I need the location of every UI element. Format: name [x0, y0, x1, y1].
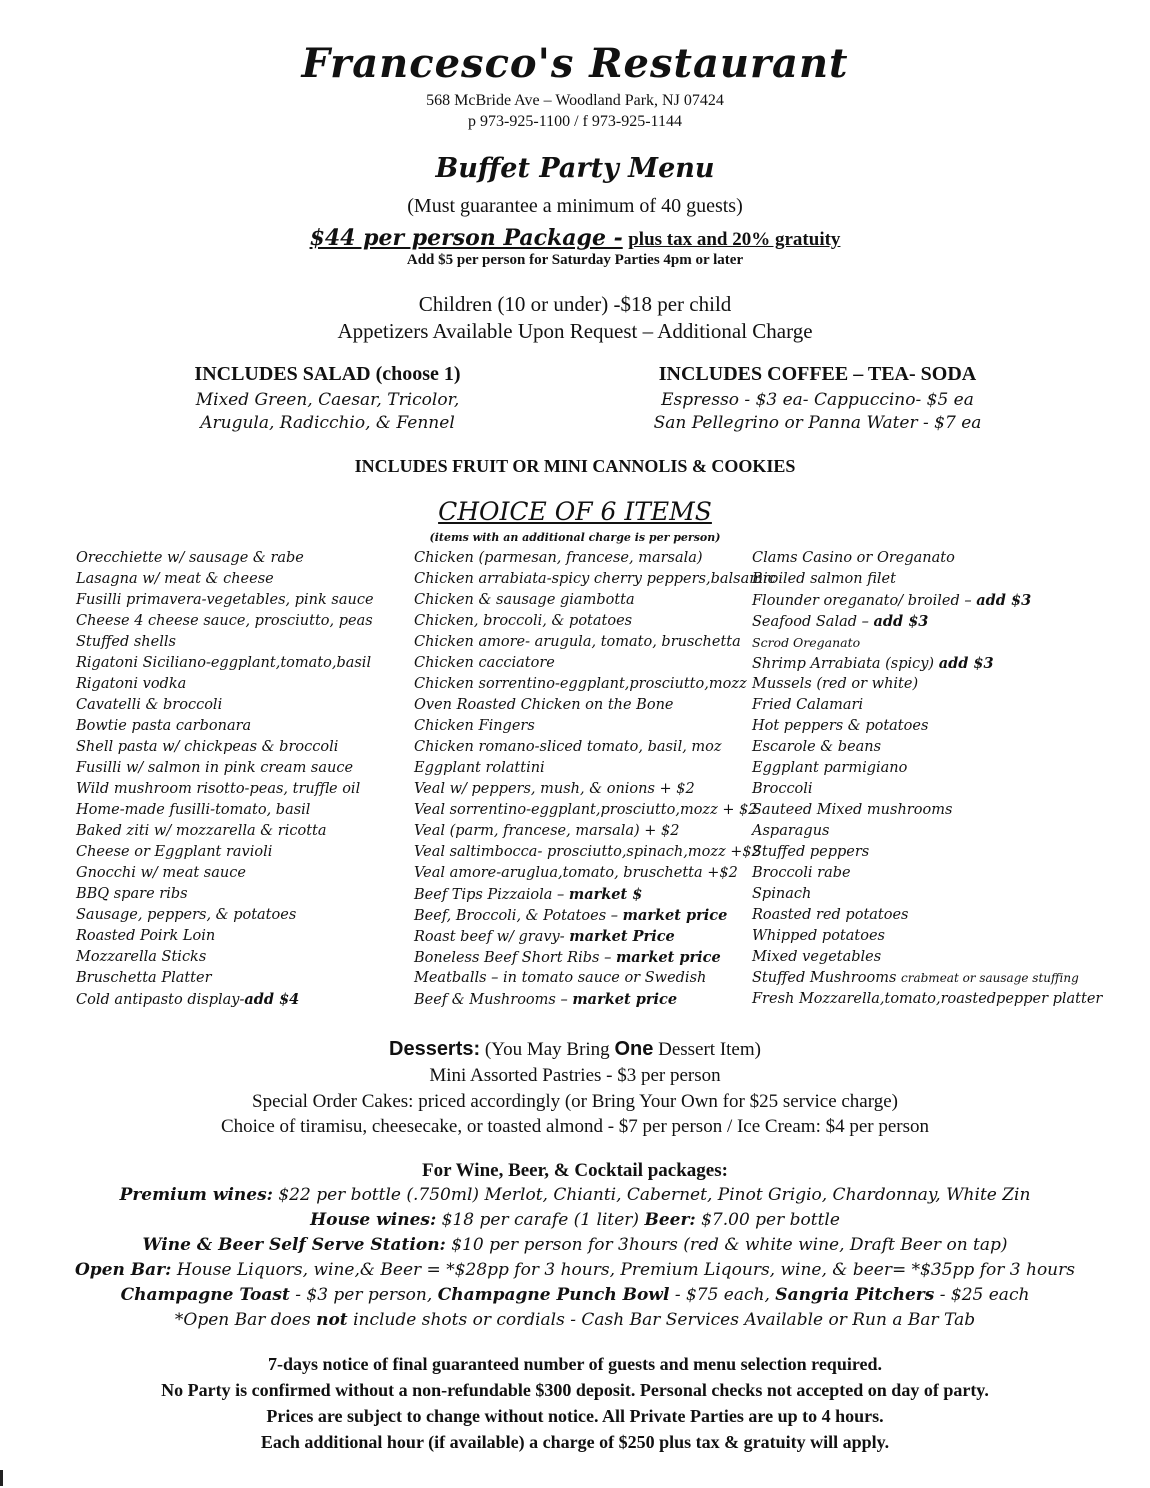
list-item: Wild mushroom risotto-peas, truffle oil — [76, 781, 361, 797]
desserts-note-emphasis: One — [614, 1038, 654, 1060]
menu-title: Buffet Party Menu — [435, 153, 715, 184]
footer-line-2: No Party is confirmed without a non-refundable $300 deposit. Personal checks not accepted on day of party. — [161, 1380, 989, 1400]
list-item: Roasted red potatoes — [752, 907, 909, 923]
dessert-line-2: Special Order Cakes: priced accordingly (or Bring Your Own for $25 service charge) — [252, 1091, 898, 1112]
restaurant-phone: p 973-925-1100 / f 973-925-1144 — [468, 113, 682, 130]
item-text: Beef, Broccoli, & Potatoes – — [414, 908, 618, 924]
house-wines — [0, 1210, 1150, 1230]
list-item — [414, 905, 776, 926]
list-item: Oven Roasted Chicken on the Bone — [414, 697, 674, 713]
list-item: Veal saltimbocca- prosciutto,spinach,mozz +$2 — [414, 844, 761, 860]
list-item: Scrod Oreganato — [752, 635, 861, 650]
item-text: Seafood Salad – — [752, 614, 869, 630]
list-item: Stuffed peppers — [752, 844, 870, 860]
list-item: Chicken cacciatore — [414, 655, 555, 671]
list-item: Rigatoni vodka — [76, 676, 187, 692]
package-price: $44 per person Package - — [309, 225, 623, 251]
list-item: Cheese 4 cheese sauce, prosciutto, peas — [76, 613, 373, 629]
list-item — [414, 926, 776, 947]
list-item: Fried Calamari — [752, 697, 864, 713]
list-item: BBQ spare ribs — [76, 886, 188, 902]
list-item: Escarole & beans — [752, 739, 882, 755]
list-item: Meatballs – in tomato sauce or Swedish — [414, 970, 707, 986]
beer-label: Beer: — [644, 1210, 696, 1230]
item-surcharge: add $3 — [938, 655, 994, 672]
open-bar-text: House Liquors, wine,& Beer = *$28pp for 3 hours, Premium Liqours, wine, & beer= *$35pp for 3 hours — [176, 1260, 1075, 1280]
minimum-guests: (Must guarantee a minimum of 40 guests) — [407, 195, 743, 217]
item-surcharge: market price — [572, 991, 678, 1008]
item-text: Beef Tips Pizzaiola – — [414, 887, 565, 903]
list-item: Baked ziti w/ mozzarella & ricotta — [76, 823, 327, 839]
item-surcharge: market price — [615, 949, 721, 966]
drinks-heading: INCLUDES COFFEE – TEA- SODA — [658, 363, 977, 385]
list-item: Veal amore-aruglua,tomato, bruschetta +$2 — [414, 865, 738, 881]
appetizers-note: Appetizers Available Upon Request – Additional Charge — [337, 319, 813, 343]
list-item: Asparagus — [752, 823, 830, 839]
item-text: Roast beef w/ gravy- — [414, 929, 565, 945]
list-item: Whipped potatoes — [752, 928, 885, 944]
station-text: $10 per person for 3hours (red & white wine, Draft Beer on tap) — [451, 1235, 1008, 1255]
item-text: Stuffed Mushrooms — [752, 970, 897, 986]
list-item: Home-made fusilli-tomato, basil — [76, 802, 311, 818]
list-item: Rigatoni Siciliano-eggplant,tomato,basil — [76, 655, 372, 671]
beer-text: $7.00 per bottle — [701, 1210, 840, 1230]
list-item: Chicken arrabiata-spicy cherry peppers,balsamic — [414, 571, 776, 587]
list-item — [752, 653, 1102, 674]
saturday-note: Add $5 per person for Saturday Parties 4pm or later — [406, 252, 744, 268]
open-bar-note — [0, 1310, 1150, 1330]
champagne-line — [0, 1285, 1150, 1305]
list-item: Bowtie pasta carbonara — [76, 718, 252, 734]
children-price: Children (10 or under) -$18 per child — [418, 292, 732, 316]
list-item: Veal sorrentino-eggplant,prosciutto,mozz + $2 — [414, 802, 758, 818]
list-item — [76, 989, 374, 1010]
premium-wines-text: $22 per bottle (.750ml) Merlot, Chianti, Cabernet, Pinot Grigio, Chardonnay, White Zin — [278, 1185, 1031, 1205]
entree-column — [414, 548, 776, 1010]
open-bar-note-start: *Open Bar does — [174, 1310, 311, 1330]
wine-heading: For Wine, Beer, & Cocktail packages: — [422, 1160, 728, 1181]
list-item: Veal w/ peppers, mush, & onions + $2 — [414, 781, 695, 797]
list-item: Shell pasta w/ chickpeas & broccoli — [76, 739, 339, 755]
list-item: Eggplant rolattini — [414, 760, 545, 776]
item-text: Boneless Beef Short Ribs – — [414, 950, 612, 966]
self-serve-station — [0, 1235, 1150, 1255]
list-item: Fusilli w/ salmon in pink cream sauce — [76, 760, 354, 776]
pasta-column — [76, 548, 374, 1010]
list-item: Eggplant parmigiano — [752, 760, 908, 776]
choice-title: CHOICE OF 6 ITEMS — [438, 497, 712, 526]
punch-text: - $75 each, — [674, 1285, 770, 1305]
list-item: Spinach — [752, 886, 812, 902]
list-item: Bruschetta Platter — [76, 970, 212, 986]
list-item: Chicken (parmesan, francese, marsala) — [414, 550, 703, 566]
seafood-sides-column — [752, 548, 1102, 1010]
list-item: Lasagna w/ meat & cheese — [76, 571, 274, 587]
restaurant-name: Francesco's Restaurant — [301, 40, 849, 87]
choice-note: (items with an additional charge is per person) — [429, 531, 721, 544]
toast-text: - $3 per person, — [295, 1285, 433, 1305]
item-text: Flounder oreganato/ broiled – — [752, 593, 972, 609]
list-item: Orecchiette w/ sausage & rabe — [76, 550, 304, 566]
list-item: Chicken, broccoli, & potatoes — [414, 613, 633, 629]
item-text: Cold antipasto display- — [76, 992, 245, 1008]
item-surcharge: add $3 — [873, 613, 929, 630]
salad-line-2: Arugula, Radicchio, & Fennel — [200, 413, 455, 433]
desserts-label: Desserts: — [389, 1038, 481, 1060]
fruit-heading: INCLUDES FRUIT OR MINI CANNOLIS & COOKIES — [354, 456, 796, 476]
footer-line-3: Prices are subject to change without notice. All Private Parties are up to 4 hours. — [266, 1406, 884, 1426]
list-item — [752, 968, 1102, 989]
sangria-label: Sangria Pitchers — [775, 1285, 935, 1305]
item-detail: crabmeat or sausage stuffing — [901, 971, 1079, 985]
list-item: Chicken romano-sliced tomato, basil, moz — [414, 739, 722, 755]
open-bar-note-end: include shots or cordials - Cash Bar Services Available or Run a Bar Tab — [353, 1310, 976, 1330]
list-item: Mixed vegetables — [752, 949, 882, 965]
list-item: Chicken sorrentino-eggplant,prosciutto,mozz — [414, 676, 747, 692]
item-surcharge: market $ — [568, 886, 643, 903]
desserts-note-end: Dessert Item) — [658, 1039, 761, 1060]
drinks-line-1: Espresso - $3 ea- Cappuccino- $5 ea — [661, 390, 974, 410]
list-item: Veal (parm, francese, marsala) + $2 — [414, 823, 680, 839]
premium-wines — [0, 1185, 1150, 1205]
item-surcharge: add $3 — [976, 592, 1032, 609]
item-text: Shrimp Arrabiata (spicy) — [752, 656, 935, 672]
list-item: Fresh Mozzarella,tomato,roastedpepper platter — [752, 991, 1103, 1007]
drinks-line-2: San Pellegrino or Panna Water - $7 ea — [653, 413, 982, 433]
salad-line-1: Mixed Green, Caesar, Tricolor, — [195, 390, 460, 410]
restaurant-address: 568 McBride Ave – Woodland Park, NJ 07424 — [426, 92, 724, 109]
toast-label: Champagne Toast — [120, 1285, 290, 1305]
item-text: Beef & Mushrooms – — [414, 992, 568, 1008]
list-item: Sauteed Mixed mushrooms — [752, 802, 953, 818]
salad-heading: INCLUDES SALAD (choose 1) — [194, 363, 461, 385]
list-item: Chicken amore- arugula, tomato, bruschetta — [414, 634, 741, 650]
list-item: Hot peppers & potatoes — [752, 718, 929, 734]
list-item: Cheese or Eggplant ravioli — [76, 844, 273, 860]
house-wines-label: House wines: — [310, 1210, 437, 1230]
item-surcharge: market Price — [569, 928, 675, 945]
list-item — [752, 590, 1102, 611]
list-item: Chicken Fingers — [414, 718, 535, 734]
list-item — [414, 947, 776, 968]
list-item: Sausage, peppers, & potatoes — [76, 907, 297, 923]
sangria-text: - $25 each — [939, 1285, 1030, 1305]
list-item — [752, 611, 1102, 632]
list-item: Stuffed shells — [76, 634, 176, 650]
list-item: Mozzarella Sticks — [76, 949, 207, 965]
list-item: Gnocchi w/ meat sauce — [76, 865, 246, 881]
open-bar-note-emphasis: not — [316, 1310, 348, 1330]
list-item: Chicken & sausage giambotta — [414, 592, 635, 608]
desserts-heading — [0, 1038, 1150, 1061]
punch-label: Champagne Punch Bowl — [437, 1285, 670, 1305]
scan-edge-mark — [0, 1470, 3, 1486]
package-line — [0, 225, 1150, 251]
list-item: Cavatelli & broccoli — [76, 697, 223, 713]
dessert-line-3: Choice of tiramisu, cheesecake, or toasted almond - $7 per person / Ice Cream: $4 per person — [220, 1116, 930, 1137]
list-item: Mussels (red or white) — [752, 676, 919, 692]
list-item: Roasted Poirk Loin — [76, 928, 216, 944]
footer-line-1: 7-days notice of final guaranteed number of guests and menu selection required. — [267, 1354, 882, 1374]
item-surcharge: market price — [622, 907, 728, 924]
footer-line-4: Each additional hour (if available) a charge of $250 plus tax & gratuity will apply. — [260, 1432, 890, 1452]
open-bar-label: Open Bar: — [75, 1260, 172, 1280]
list-item: Broiled salmon filet — [752, 571, 896, 587]
list-item: Clams Casino or Oreganato — [752, 550, 955, 566]
dessert-line-1: Mini Assorted Pastries - $3 per person — [429, 1065, 721, 1086]
item-surcharge: add $4 — [244, 991, 300, 1008]
list-item — [414, 884, 776, 905]
house-wines-text: $18 per carafe (1 liter) — [441, 1210, 640, 1230]
package-extra: plus tax and 20% gratuity — [628, 229, 841, 250]
desserts-note: (You May Bring — [484, 1039, 610, 1060]
premium-wines-label: Premium wines: — [119, 1185, 273, 1205]
list-item: Broccoli rabe — [752, 865, 851, 881]
list-item: Broccoli — [752, 781, 813, 797]
open-bar — [0, 1260, 1150, 1280]
list-item: Fusilli primavera-vegetables, pink sauce — [76, 592, 374, 608]
list-item — [414, 989, 776, 1010]
station-label: Wine & Beer Self Serve Station: — [142, 1235, 446, 1255]
